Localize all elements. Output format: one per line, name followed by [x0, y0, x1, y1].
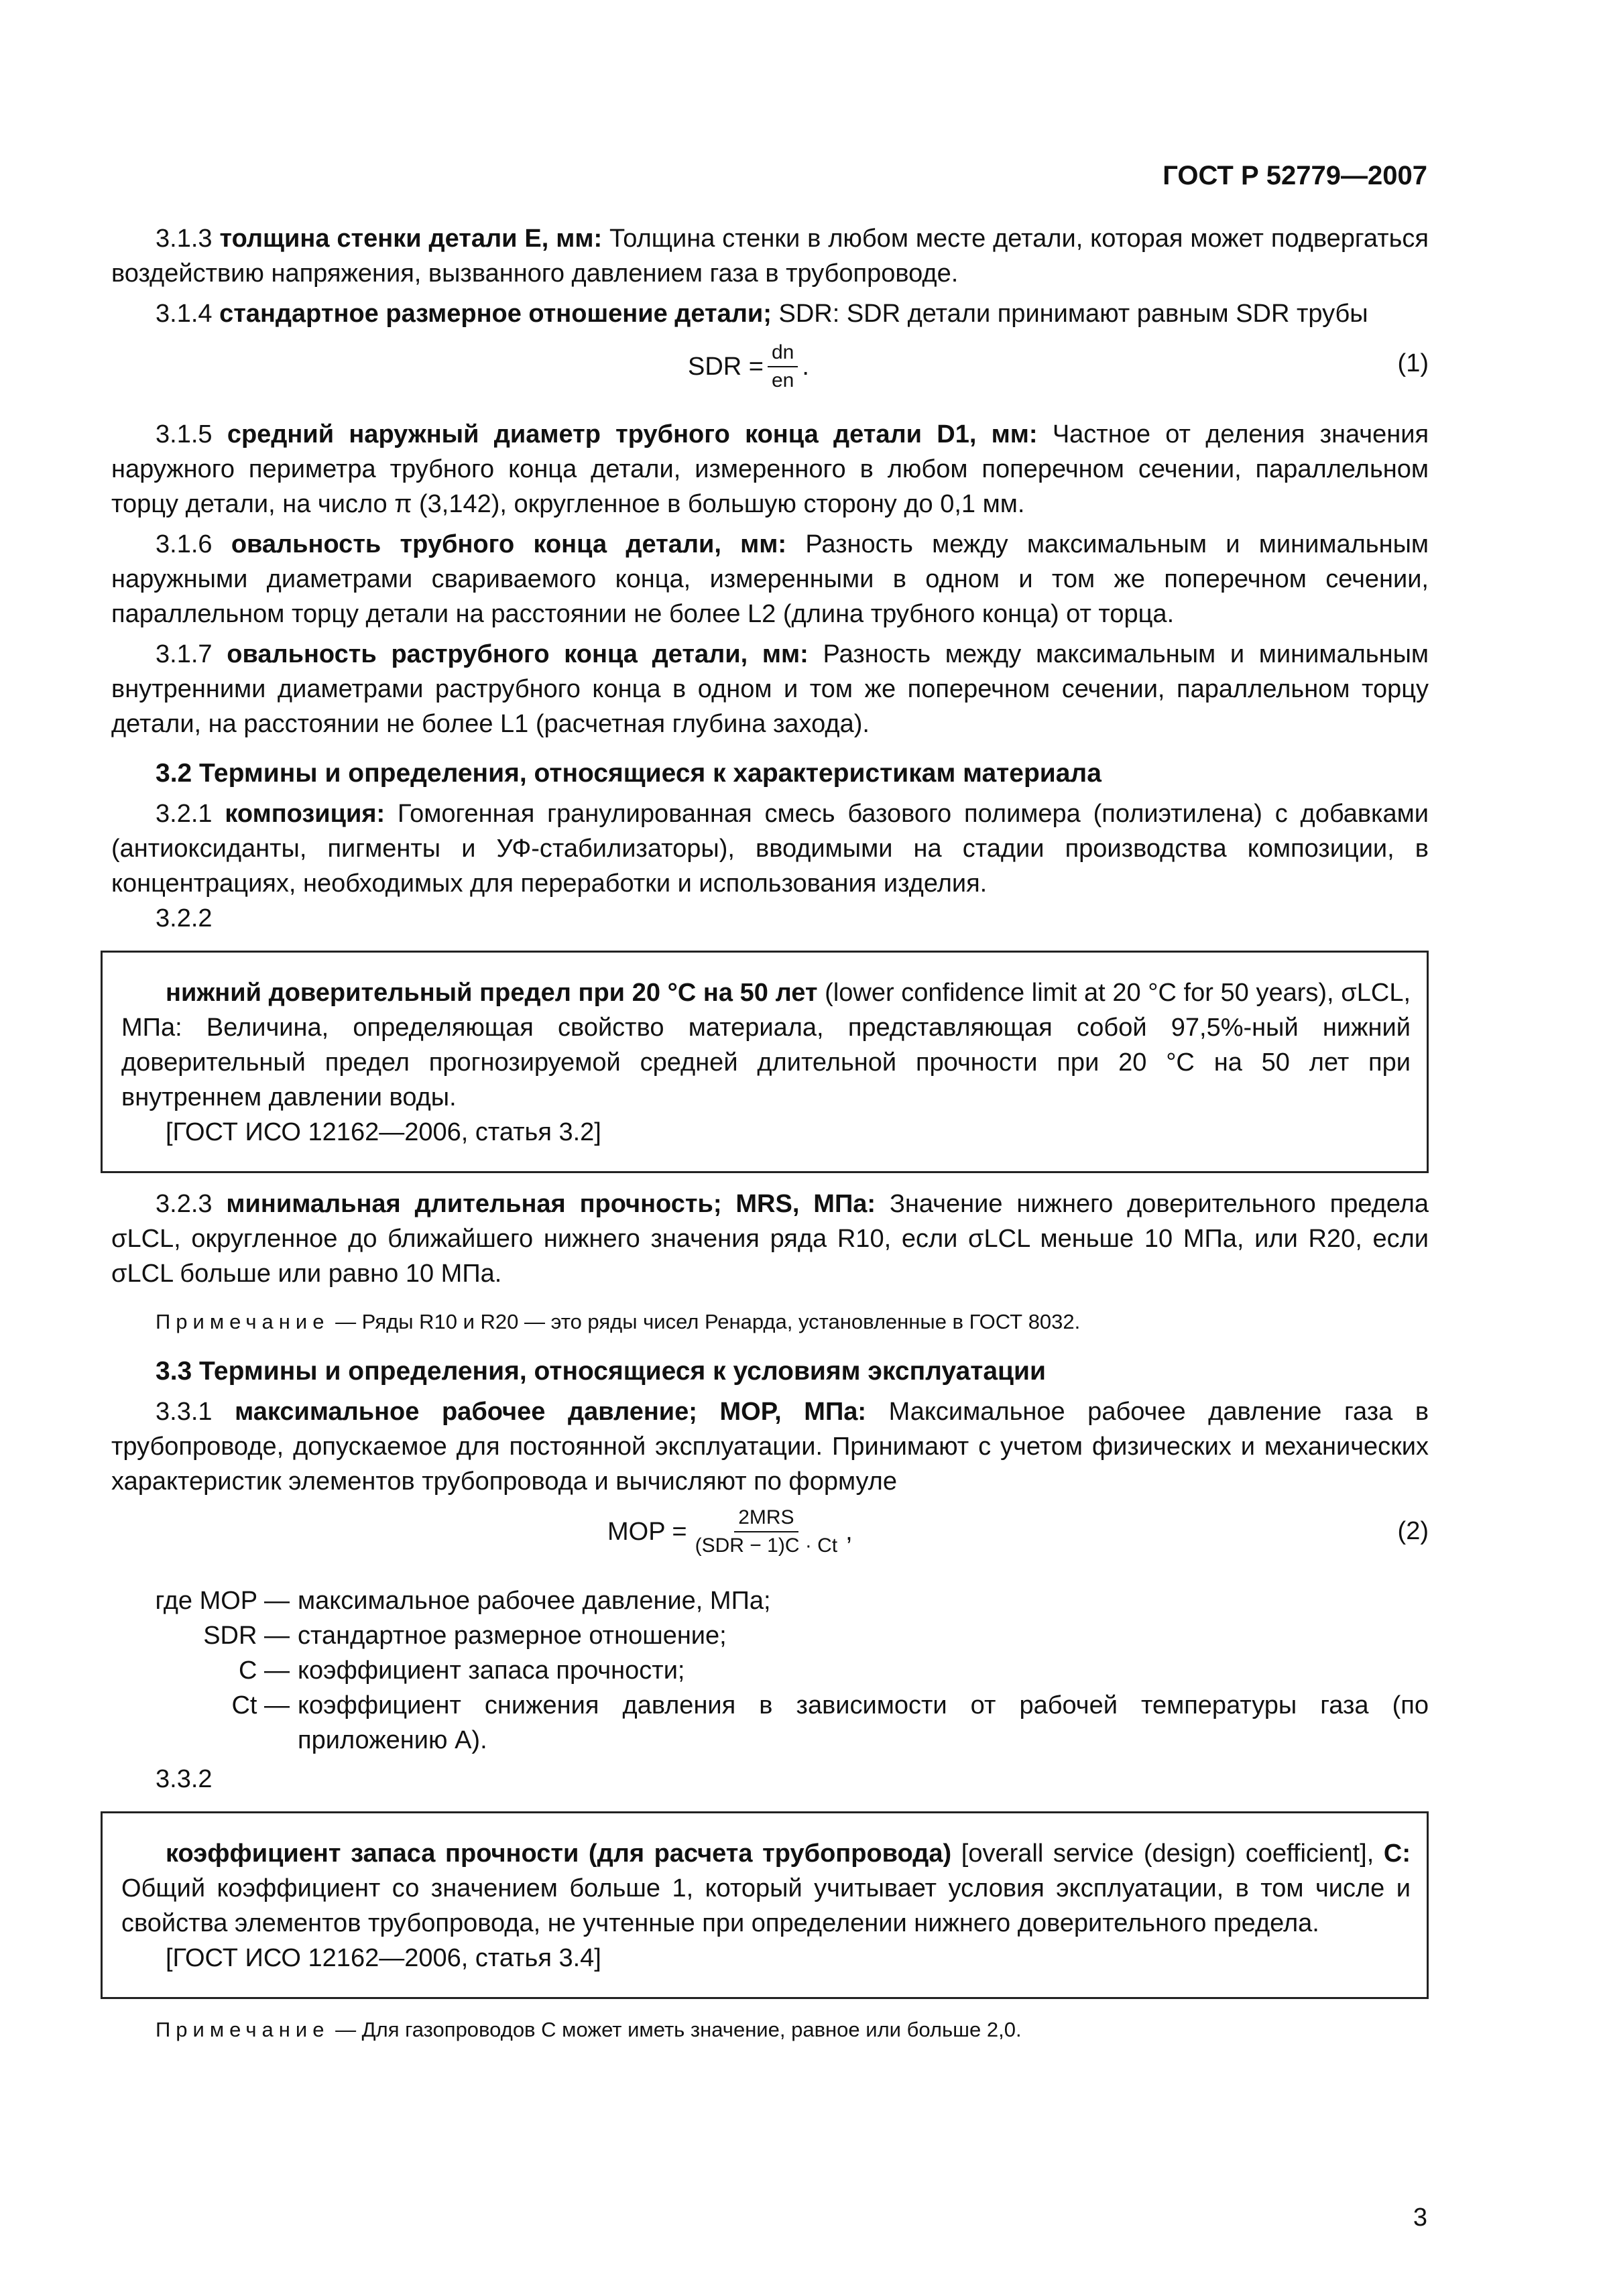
- page-content: [111, 221, 1429, 2047]
- definition: Разность между максимальным и минимальным внутренними диаметрами раструбного конца в одном и том же поперечном сечении, параллельном торцу детали, на расстоянии не более L1 (расчетная глубина захода).: [111, 640, 1429, 738]
- numerator: dn: [768, 339, 798, 367]
- definition: Толщина стенки в любом месте детали, которая может подвергаться воздействию напряжения, вызванного давлением газа в трубопроводе.: [111, 225, 1429, 288]
- term-symbol: MOP, МПа:: [719, 1398, 867, 1426]
- fraction: [691, 1504, 842, 1559]
- standard-designation: ГОСТ Р 52779—2007: [1163, 161, 1427, 190]
- equation-number: (1): [1397, 349, 1429, 377]
- page-number: 3: [1413, 2203, 1427, 2232]
- definition: σLCL, МПа: Величина, определяющая свойство материала, представляющая собой 97,5%-ный нижний доверительный предел прогнозируемой средней длительной прочности при 20 °С на 50 лет при внутреннем давлении воды.: [121, 979, 1411, 1111]
- legend-term: C —: [239, 1656, 290, 1685]
- note-label: Примечание: [156, 1310, 330, 1333]
- formula-1: [111, 331, 1429, 412]
- term-symbol: MRS, МПа:: [735, 1190, 876, 1218]
- section-heading-3-2: 3.2 Термины и определения, относящиеся к характеристикам материала: [156, 759, 1102, 788]
- box-definition: [121, 975, 1411, 1115]
- clause-3-2-3: [111, 1187, 1429, 1291]
- definition: Частное от деления значения наружного периметра трубного конца детали, измеренного в любом поперечном сечении, параллельном торцу детали, на число π (3,142), округленное в большую сторону до 0,1 мм.: [111, 420, 1429, 518]
- box-source: [ГОСТ ИСО 12162—2006, статья 3.2]: [166, 1118, 601, 1146]
- clause-number: 3.1.5: [156, 420, 213, 448]
- note-1: [111, 1305, 1429, 1339]
- denominator: (SDR − 1)C · Ct: [695, 1534, 838, 1557]
- note-2: [111, 2012, 1429, 2047]
- formula-tail: .: [802, 353, 809, 381]
- fraction: [768, 339, 798, 394]
- definition: Разность между максимальным и минимальным наружными диаметрами свариваемого конца, измеренными в одном и том же поперечном сечении, параллельном торцу детали на расстоянии не более L2 (длина трубного конца) от торца.: [111, 530, 1429, 628]
- clause-3-2-1: [111, 796, 1429, 901]
- legend-term: Ct —: [231, 1691, 290, 1719]
- formula-lhs: MOP =: [607, 1518, 687, 1546]
- box-source: [ГОСТ ИСО 12162—2006, статья 3.4]: [166, 1944, 601, 1972]
- term: овальность раструбного конца детали, мм:: [227, 640, 809, 668]
- definition: Гомогенная гранулированная смесь базового полимера (полиэтилена) с добавками (антиоксиданты, пигменты и УФ-стабилизаторы), вводимыми на стадии производства композиции, в концентрациях, необходимых для переработки и использования изделия.: [111, 800, 1429, 898]
- clause-number: 3.3.1: [156, 1398, 213, 1426]
- note-label: Примечание: [156, 2018, 330, 2041]
- box-definition: [121, 1836, 1411, 1941]
- english-term: (lower confidence limit at 20 °C for 50 years),: [825, 979, 1334, 1007]
- equation-number: (2): [1397, 1517, 1429, 1545]
- term-symbol: C:: [1383, 1839, 1411, 1868]
- definition-box-lcl: [101, 951, 1429, 1173]
- legend-row: [111, 1688, 1429, 1758]
- clause-3-3-1: [111, 1394, 1429, 1499]
- clause-3-1-4: [111, 296, 1429, 331]
- legend-row: [111, 1653, 1429, 1688]
- definition: Максимальное рабочее давление газа в трубопроводе, допускаемое для постоянной эксплуатации. Принимают с учетом физических и механических характеристик элементов трубопровода и вычисляют по формуле: [111, 1398, 1429, 1496]
- denominator: en: [771, 369, 794, 391]
- formula-legend: [111, 1583, 1429, 1758]
- term: максимальное рабочее давление;: [235, 1398, 697, 1426]
- definition-box-c: [101, 1811, 1429, 1999]
- clause-number: 3.2.3: [156, 1190, 213, 1218]
- clause-3-2-2: 3.2.2: [156, 904, 213, 932]
- clause-number: 3.1.6: [156, 530, 213, 558]
- formula-tail: ,: [845, 1518, 853, 1546]
- legend-row: [111, 1618, 1429, 1653]
- legend-term: где MOP —: [155, 1587, 290, 1615]
- term: коэффициент запаса прочности (для расчета трубопровода): [166, 1839, 952, 1868]
- legend-desc: максимальное рабочее давление, МПа;: [298, 1587, 771, 1615]
- clause-number: 3.1.7: [156, 640, 213, 668]
- clause-number: 3.1.3: [156, 225, 213, 253]
- term: стандартное размерное отношение детали;: [219, 300, 772, 328]
- section-heading-3-3: 3.3 Термины и определения, относящиеся к условиям эксплуатации: [156, 1357, 1046, 1386]
- formula-2: [111, 1499, 1429, 1579]
- term: композиция:: [225, 800, 385, 828]
- legend-desc: стандартное размерное отношение;: [298, 1622, 727, 1650]
- term: минимальная длительная прочность;: [226, 1190, 722, 1218]
- legend-term: SDR —: [203, 1622, 290, 1650]
- term: овальность трубного конца детали, мм:: [231, 530, 787, 558]
- legend-desc: коэффициент запаса прочности;: [298, 1656, 685, 1685]
- note-text: — Ряды R10 и R20 — это ряды чисел Ренарда, установленные в ГОСТ 8032.: [335, 1310, 1081, 1333]
- clause-3-1-7: [111, 637, 1429, 741]
- clause-3-3-2: 3.3.2: [156, 1765, 213, 1793]
- term: средний наружный диаметр трубного конца детали D1, мм:: [227, 420, 1038, 448]
- definition: SDR: SDR детали принимают равным SDR трубы: [778, 300, 1368, 328]
- clause-3-1-6: [111, 527, 1429, 631]
- clause-3-1-5: [111, 417, 1429, 522]
- note-text: — Для газопроводов C может иметь значение, равное или больше 2,0.: [335, 2018, 1022, 2041]
- english-term: [overall service (design) coefficient],: [961, 1839, 1374, 1868]
- term: нижний доверительный предел при 20 °С на 50 лет: [166, 979, 818, 1007]
- clause-3-1-3: [111, 221, 1429, 291]
- term: толщина стенки детали E, мм:: [219, 225, 603, 253]
- legend-desc: коэффициент снижения давления в зависимости от рабочей температуры газа (по приложению А).: [298, 1691, 1429, 1754]
- formula-lhs: SDR =: [688, 353, 764, 381]
- legend-row: [111, 1583, 1429, 1618]
- numerator: 2MRS: [734, 1504, 798, 1532]
- clause-number: 3.1.4: [156, 300, 213, 328]
- definition: Значение нижнего доверительного предела σLCL, округленное до ближайшего нижнего значения ряда R10, если σLCL меньше 10 МПа, или R20, если σLCL больше или равно 10 МПа.: [111, 1190, 1429, 1288]
- definition: Общий коэффициент со значением больше 1, который учитывает условия эксплуатации, в том числе и свойства элементов трубопровода, не учтенные при определении нижнего доверительного предела.: [121, 1874, 1411, 1937]
- clause-number: 3.2.1: [156, 800, 213, 828]
